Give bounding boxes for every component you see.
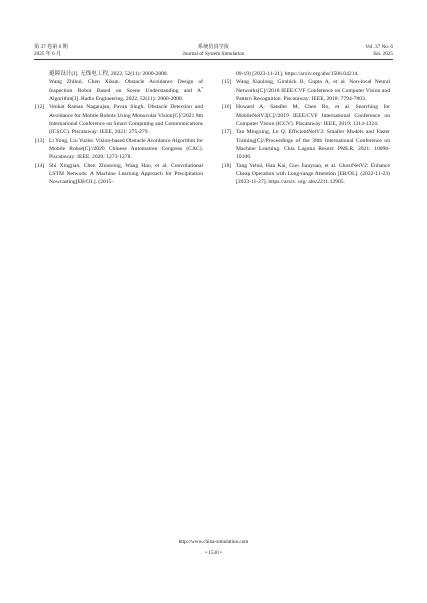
journal-title bbox=[34, 44, 393, 57]
reference-item bbox=[222, 78, 390, 103]
references-right-column bbox=[222, 70, 390, 187]
reference-11-cn-tail: 避障设计[J]. 无线电工程, 2022, 52(11): 2000-2008. bbox=[49, 71, 169, 77]
reference-item bbox=[222, 103, 390, 128]
references-left-column bbox=[35, 70, 203, 187]
reference-number: [15] bbox=[222, 79, 232, 86]
reference-11-en-part1: Wang Zhihui, Chen Xikun. Obstacle Avoidance Design of Inspection Robot Based on Scene Understanding and A bbox=[49, 79, 203, 94]
reference-number: [14] bbox=[35, 162, 45, 169]
reference-continuation: 09-19) [2023-11-21]. https://arxiv.org/abs/1506.04214. bbox=[236, 71, 359, 77]
reference-text: Venkat Raman Nagarajan, Pavan Singh. Obstacle Detection and Avoidance for Mobile Robots Using Monocular Vision[C]//2021 8th International Conference on Smart Computing and Communications (ICSCC). Piscataway: IEEE, 2021: 275-279. bbox=[49, 104, 203, 136]
reference-number: [18] bbox=[222, 162, 232, 169]
reference-continuation bbox=[35, 70, 203, 103]
header-rule bbox=[34, 59, 393, 60]
page-number: • 1530 • bbox=[205, 550, 222, 556]
reference-text: Tang Yehui, Han Kai, Guo Jianyuan, et al. GhostNetV2: Enhance Cheap Operation with Long-range Attention [EB/OL]. (2022-11-23) [2023-11-27]. https://arxiv. org/ abs/2211.12905. bbox=[236, 162, 390, 186]
journal-title-cn: 系统仿真学报 bbox=[197, 44, 230, 50]
volume-issue-cn: 第 37 卷第 6 期 bbox=[34, 44, 68, 50]
reference-number: [13] bbox=[35, 137, 45, 144]
reference-item bbox=[35, 162, 203, 187]
reference-text: Wang Xiaolong, Girshick R, Gupta A, et al. Non-local Neural Networks[C]//2018 IEEE/CVF Conference on Computer Vision and Pattern Recognition. Piscataway: IEEE, 2018: 7794-7803. bbox=[236, 79, 390, 103]
running-header bbox=[34, 44, 393, 64]
reference-number: [16] bbox=[222, 104, 232, 111]
journal-volume bbox=[365, 44, 393, 57]
reference-number: [12] bbox=[35, 104, 45, 111]
reference-11-en bbox=[49, 78, 203, 103]
reference-number: [17] bbox=[222, 129, 232, 136]
reference-text: Shi Xingjian, Chen Zhourong, Wang Hao, et al. Convolutional LSTM Network: A Machine Learning Approach for Precipitation Nowcasting[EB/OL]. (2015- bbox=[49, 162, 203, 186]
footer-url[interactable]: http://www.china-simulation.com bbox=[178, 539, 249, 545]
reference-item bbox=[222, 128, 390, 161]
date-en: Jun. 2025 bbox=[372, 50, 393, 57]
reference-text: Tan Mingxing, Le Q. EfficientNetV2: Smaller Models and Faster Training[C]//Proceedings of the 38th International Conference on Machine Learning. Chia Laguna Resort: PMLR, 2021: 10096-10106. bbox=[236, 129, 390, 161]
reference-item bbox=[35, 103, 203, 136]
superscript-star: * bbox=[201, 86, 203, 91]
journal-title-en: Journal of System Simulation bbox=[182, 50, 245, 57]
reference-text: Li Yong, Liu Yuzhe. Vision-based Obstacle Avoidance Algorithm for Mobile Robot[C]//2020 Chinese Automation Congress (CAC). Piscataway: IEEE, 2020: 1273-1278. bbox=[49, 137, 203, 161]
reference-text: Howard A, Sandler M, Chen Bo, et al. Searching for MobileNetV3[C]//2019 IEEE/CVF International Conference on Computer Vision (ICCV). Piscataway: IEEE, 2019: 1314-1324. bbox=[236, 104, 390, 128]
reference-11-en-part2: Algorithm[J]. Radio Engineering, 2022, 52(11): 2000-2008. bbox=[49, 96, 184, 103]
reference-item bbox=[35, 137, 203, 162]
date-cn: 2025 年 6 月 bbox=[34, 50, 62, 57]
reference-item bbox=[222, 162, 390, 187]
volume-issue-en: Vol. 37 No. 6 bbox=[365, 44, 393, 50]
